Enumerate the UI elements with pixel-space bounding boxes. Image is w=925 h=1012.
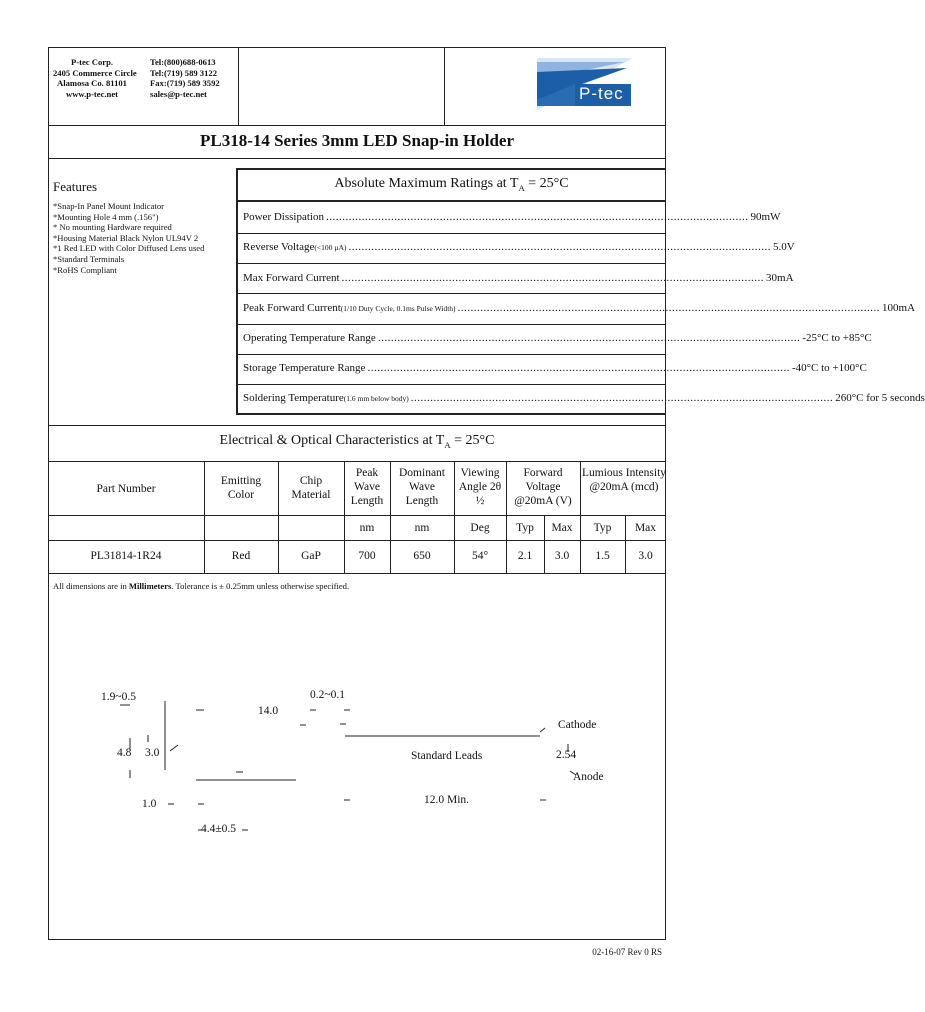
eo-heading-text: Electrical & Optical Characteristics at T <box>219 433 445 448</box>
eo-heading <box>48 433 666 450</box>
ratings-heading-cond: = 25°C <box>524 176 569 191</box>
features-heading: Features <box>53 179 98 194</box>
rating-label: Soldering Temperature <box>243 392 344 404</box>
dim-2-54: 2.54 <box>556 749 577 761</box>
rating-value: 100mA <box>882 302 916 314</box>
rating-note: (<100 µA) <box>314 243 347 252</box>
title-bottom-line <box>48 158 666 159</box>
email-link[interactable]: sales@p-tec.net <box>150 88 207 99</box>
note-bold: Millimeters <box>128 581 172 591</box>
website-link[interactable]: www.p-tec.net <box>65 88 119 99</box>
dimension-drawing <box>100 690 620 840</box>
data-viewing-angle: 54° <box>471 550 489 562</box>
rating-value: 90mW <box>750 211 781 223</box>
header-part-number: Part Number <box>96 483 156 495</box>
ratings-heading <box>237 176 666 193</box>
label-cathode: Cathode <box>558 719 597 731</box>
dim-4-8: 4.8 <box>117 747 132 759</box>
rating-row <box>243 362 867 374</box>
header-viewing-angle: Viewing Angle 2θ ½ <box>458 467 502 507</box>
page-title: PL318-14 Series 3mm LED Snap-in Holder <box>199 131 515 150</box>
rating-note: (1.6 mm below body) <box>343 394 409 403</box>
tel-2: Tel:(719) 589 3122 <box>150 67 217 78</box>
rating-label: Storage Temperature Range <box>243 362 366 374</box>
rating-divider <box>238 324 666 325</box>
feature-item: *Standard Terminals <box>53 253 125 264</box>
eo-units-line <box>48 515 666 516</box>
note-suffix: . Tolerance is ± 0.25mm unless otherwise specified. <box>171 581 350 591</box>
rating-label: Operating Temperature Range <box>243 332 376 344</box>
feature-item: * No mounting Hardware required <box>53 222 172 233</box>
rating-value: 260°C for 5 seconds <box>835 392 925 404</box>
unit-fwd-max: Max <box>551 522 573 534</box>
rating-divider <box>238 293 666 294</box>
logo-text: P-tec <box>579 84 624 103</box>
rating-divider <box>238 233 666 234</box>
leader-dots: .................................................................................................................................. <box>341 272 765 284</box>
feature-item: *RoHS Compliant <box>53 264 117 275</box>
dim-1-0: 1.0 <box>142 798 157 810</box>
ptec-logo <box>535 54 635 116</box>
eo-heading-sub: A <box>444 439 451 450</box>
header-peak-wave: Peak Wave Length <box>350 467 384 507</box>
feature-item: *1 Red LED with Color Diffused Lens used <box>53 243 205 254</box>
rating-row <box>243 272 794 284</box>
rating-value: -25°C to +85°C <box>802 332 872 344</box>
company-name: P-tec Corp. <box>71 57 113 67</box>
rating-label: Reverse Voltage <box>243 241 315 253</box>
eo-head-line <box>48 461 666 462</box>
eo-heading-cond: = 25°C <box>450 433 495 448</box>
leader-dots: .................................................................................................................................. <box>377 332 801 344</box>
dim-0-2: 0.2~0.1 <box>310 689 345 701</box>
revision-footer: 02-16-07 Rev 0 RS <box>592 947 662 957</box>
rating-value: 30mA <box>766 272 794 284</box>
body-curve <box>170 745 178 751</box>
dim-14-0: 14.0 <box>258 705 279 717</box>
feature-item: *Snap-In Panel Mount Indicator <box>53 201 164 211</box>
header-chip-material: Chip Material <box>291 475 331 501</box>
unit-lum-max: Max <box>634 522 657 534</box>
unit-peak: nm <box>359 522 375 534</box>
rating-label: Peak Forward Current <box>243 302 341 314</box>
dimension-note <box>53 581 349 591</box>
unit-viewing: Deg <box>470 522 490 534</box>
data-lum-typ: 1.5 <box>595 550 610 562</box>
header-bottom-line <box>48 125 666 126</box>
fax: Fax:(719) 589 3592 <box>150 78 220 89</box>
eo-top-line <box>48 425 666 426</box>
rating-label: Max Forward Current <box>243 272 340 284</box>
feature-item: *Housing Material Black Nylon UL94V 2 <box>53 232 199 243</box>
rating-row <box>243 392 925 404</box>
data-chip-material: GaP <box>301 550 321 562</box>
dim-12-0-min: 12.0 Min. <box>424 794 470 806</box>
header-emitting-color: Emitting Color <box>220 475 262 501</box>
leader-dots: .................................................................................................................................. <box>367 362 790 374</box>
rating-value: 5.0V <box>772 241 795 253</box>
data-fwd-typ: 2.1 <box>517 550 533 562</box>
data-lum-max: 3.0 <box>638 550 653 562</box>
rating-label: Power Dissipation <box>243 211 324 223</box>
unit-dominant: nm <box>414 522 430 534</box>
header-divider-left <box>238 47 239 125</box>
eo-bottom-line <box>48 573 666 574</box>
ratings-box <box>236 168 666 415</box>
label-standard-leads: Standard Leads <box>411 750 483 762</box>
header-forward-voltage: Forward Voltage @20mA (V) <box>514 467 572 507</box>
rating-divider <box>238 384 666 385</box>
tel-1: Tel:(800)688-0613 <box>150 57 216 67</box>
rating-row <box>243 332 872 344</box>
address-line-2: Alamosa Co. 81101 <box>57 78 127 89</box>
leader-dots: .................................................................................................................................. <box>410 392 834 404</box>
rating-divider <box>238 354 666 355</box>
address-line-1: 2405 Commerce Circle <box>53 67 137 78</box>
leader-dots: .................................................................................................................................. <box>348 241 771 253</box>
rating-note: (1/10 Duty Cycle, 0.1ms Pulse Width) <box>340 304 456 313</box>
rating-value: -40°C to +100°C <box>791 362 867 374</box>
ratings-head-line <box>236 200 666 202</box>
eo-data-line <box>48 540 666 541</box>
label-anode: Anode <box>573 771 604 783</box>
unit-fwd-typ: Typ <box>516 522 534 534</box>
leader-dots: .................................................................................................................................. <box>325 211 749 223</box>
header-luminous-intensity: Lumious Intensity @20mA (mcd) <box>582 467 667 493</box>
data-emitting-color: Red <box>231 550 251 562</box>
data-peak-wave: 700 <box>358 550 376 562</box>
feature-item: *Mounting Hole 4 mm (.156") <box>53 211 159 222</box>
data-fwd-max: 3.0 <box>554 550 570 562</box>
rating-divider <box>238 263 666 264</box>
dim-3-0: 3.0 <box>145 747 160 759</box>
company-contact <box>150 57 220 99</box>
ratings-heading-sub: A <box>518 182 525 193</box>
features-list <box>53 201 204 275</box>
rating-row <box>243 211 781 223</box>
data-part-number: PL31814-1R24 <box>90 550 162 562</box>
header-divider-right <box>444 47 445 125</box>
dim-1-9: 1.9~0.5 <box>101 691 136 703</box>
note-prefix: All dimensions are in <box>53 581 129 591</box>
rating-row <box>243 302 916 314</box>
unit-lum-typ: Typ <box>593 522 612 534</box>
dim-4-4: 4.4±0.5 <box>201 823 237 835</box>
header-dominant-wave: Dominant Wave Length <box>399 467 445 507</box>
ratings-heading-text: Absolute Maximum Ratings at T <box>334 176 519 191</box>
data-dominant-wave: 650 <box>413 550 431 562</box>
company-address <box>53 57 137 99</box>
rating-row <box>243 241 795 253</box>
leader-dots: .................................................................................................................................. <box>457 302 881 314</box>
